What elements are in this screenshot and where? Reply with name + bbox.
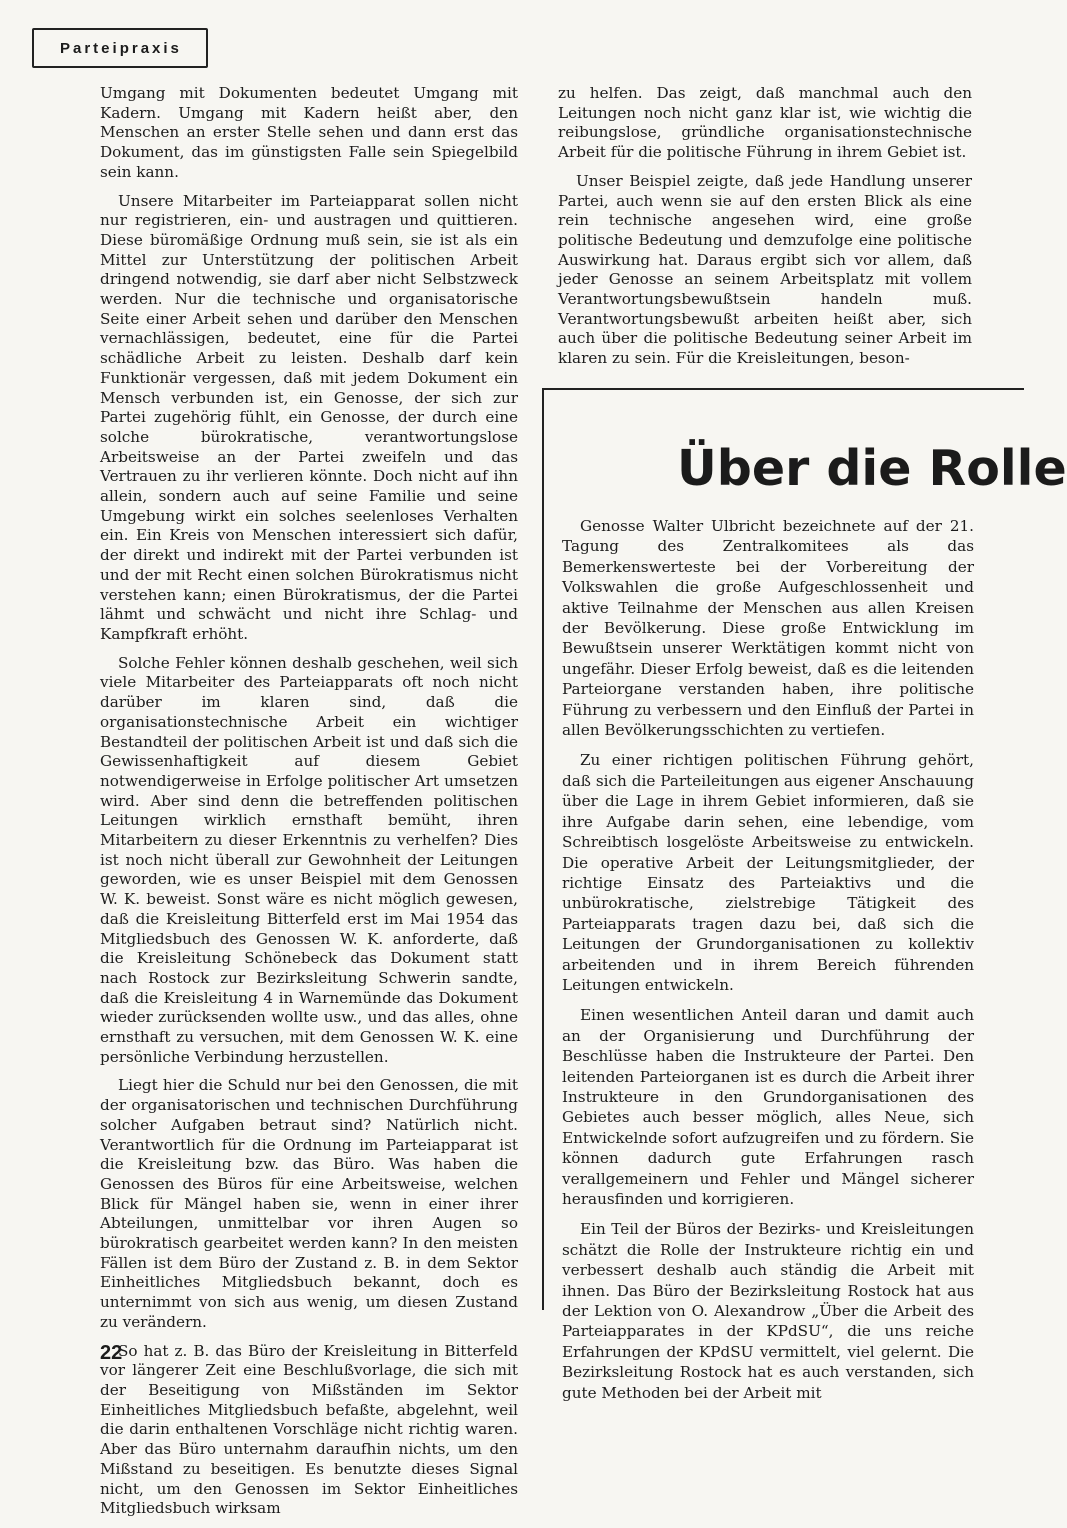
- paragraph: Umgang mit Dokumenten bedeutet Umgang mit Kadern. Umgang mit Kadern heißt aber, den Menschen an erster Stelle sehen und dann erst das Dokument, das im günstigsten Falle sein Spiegelbild sein kann.: [100, 84, 518, 181]
- paragraph: Unser Beispiel zeigte, daß jede Handlung unserer Partei, auch wenn sie auf den ersten Blick als eine rein technische angesehen wird, eine große politische Bedeutung und demzufolge eine politische Auswirkung hat. Daraus ergibt sich vor allem, daß jeder Genosse an seinem Arbeitsplatz mit vollem Verantwortungsbewußtsein handeln muß. Verantwortungsbewußt arbeiten heißt aber, sich auch über die politische Bedeutung seiner Arbeit im klaren zu sein. Für die Kreisleitungen, beson-: [558, 171, 972, 368]
- article-text-column: [562, 516, 974, 1413]
- section-header-box: [32, 28, 208, 68]
- paragraph: So hat z. B. das Büro der Kreisleitung in Bitterfeld vor längerer Zeit eine Beschlußvorlage, die sich mit der Beseitigung von Mißständen im Sektor Einheitliches Mitgliedsbuch befaßte, abgelehnt, weil die darin enthaltenen Vorschläge nicht richtig waren. Aber das Büro unternahm daraufhin nichts, um den Mißstand zu beseitigen. Es benutzte dieses Signal nicht, um den Genossen im Sektor Einheitliches Mitgliedsbuch wirksam: [100, 1341, 518, 1518]
- article-headline: Über die Rolle: [677, 440, 1067, 497]
- paragraph: Ein Teil der Büros der Bezirks- und Kreisleitungen schätzt die Rolle der Instrukteure richtig ein und verbessert deshalb auch ständig die Arbeit mit ihnen. Das Büro der Bezirksleitung Rostock hat aus der Lektion von O. Alexandrow „Über die Arbeit des Parteiapparates in der KPdSU“, die uns reiche Erfahrungen der KPdSU vermittelt, viel gelernt. Die Bezirksleitung Rostock hat es auch verstanden, sich gute Methoden bei der Arbeit mit: [562, 1220, 974, 1402]
- paragraph: Genosse Walter Ulbricht bezeichnete auf der 21. Tagung des Zentralkomitees als das Bemerkenswerteste bei der Vorbereitung der Volkswahlen die große Aufgeschlossenheit und aktive Teilnahme der Menschen aus allen Kreisen der Bevölkerung. Diese große Entwicklung im Bewußtsein unserer Werktätigen kommt nicht von ungefähr. Dieser Erfolg beweist, daß es die leitenden Parteiorgane verstanden haben, ihre politische Führung zu verbessern und den Einfluß der Partei in allen Bevölkerungsschichten zu vertiefen.: [562, 517, 974, 740]
- paragraph: Zu einer richtigen politischen Führung gehört, daß sich die Parteileitungen aus eigener Anschauung über die Lage in ihrem Gebiet informieren, daß sie ihre Aufgabe darin sehen, eine lebendige, vom Schreibtisch losgelöste Arbeitsweise zu entwickeln. Die operative Arbeit der Leitungsmitglieder, der richtige Einsatz des Parteiaktivs und die unbürokratische, zielstrebige Tätigkeit des Parteiapparats tragen dazu bei, daß sich die Leitungen der Grundorganisationen zu kollektiv arbeitenden und in ihrem Bereich führenden Leitungen entwickeln.: [562, 751, 974, 994]
- section-label: Parteipraxis: [60, 39, 182, 57]
- paragraph: Solche Fehler können deshalb geschehen, weil sich viele Mitarbeiter des Parteiapparats oft noch nicht darüber im klaren sind, daß die organisationstechnische Arbeit ein wichtiger Bestandteil der politischen Arbeit ist und daß sich die Gewissenhaftigkeit auf diesem Gebiet notwendigerweise in Erfolge politischer Art umsetzen wird. Aber sind denn die betreffenden politischen Leitungen wirklich ernsthaft bemüht, ihren Mitarbeitern zu dieser Erkenntnis zu verhelfen? Dies ist noch nicht überall zur Gewohnheit der Leitungen geworden, wie es unser Beispiel mit dem Genossen W. K. beweist. Sonst wäre es nicht möglich gewesen, daß die Kreisleitung Bitterfeld erst im Mai 1954 das Mitgliedsbuch des Genossen W. K. anforderte, daß die Kreisleitung Schönebeck das Dokument statt nach Rostock zur Bezirksleitung Schwerin sandte, daß die Kreisleitung 4 in Warnemünde das Dokument wieder zurücksenden wollte usw., und das alles, ohne ernsthaft zu versuchen, mit dem Genossen W. K. eine persönliche Verbindung herzustellen.: [100, 653, 518, 1066]
- paragraph: Einen wesentlichen Anteil daran und damit auch an der Organisierung und Durchführung der Beschlüsse haben die Instrukteure der Partei. Den leitenden Parteiorganen ist es durch die Arbeit ihrer Instrukteure in den Grundorganisationen des Gebietes auch besser möglich, alles Neue, sich Entwickelnde sofort aufzugreifen und zu fördern. Sie können dadurch gute Erfahrungen rasch verallgemeinern und Fehler und Mängel sicherer herausfinden und korrigieren.: [562, 1006, 974, 1208]
- page-number: 22: [100, 1342, 123, 1364]
- right-top-text-column: [558, 84, 972, 378]
- paragraph: Unsere Mitarbeiter im Parteiapparat sollen nicht nur registrieren, ein- und austragen und quittieren. Diese büromäßige Ordnung muß sein, sie ist als ein Mittel zur Unterstützung der politischen Arbeit dringend notwendig, sie darf aber nicht Selbstzweck werden. Nur die technische und organisatorische Seite einer Arbeit sehen und darüber den Menschen vernachlässigen, bedeutet, eine für die Partei schädliche Arbeit zu leisten. Deshalb darf kein Funktionär vergessen, daß mit jedem Dokument ein Mensch verbunden ist, ein Genosse, der sich zur Partei zugehörig fühlt, ein Genosse, der durch eine solche bürokratische, verantwortungslose Arbeitsweise an der Partei zweifeln und das Vertrauen zu ihr verlieren könnte. Doch nicht auf ihn allein, sondern auch auf seine Familie und seine Umgebung wirkt ein solches seelenloses Verhalten ein. Ein Kreis von Menschen interessiert sich dafür, der direkt und indirekt mit der Partei verbunden ist und der mit Recht einen solchen Bürokratismus nicht verstehen kann; einen Bürokratismus, der die Partei lähmt und schwächt und nicht ihre Schlag- und Kampfkraft erhöht.: [100, 191, 518, 643]
- left-text-column: [100, 84, 518, 1528]
- paragraph: Liegt hier die Schuld nur bei den Genossen, die mit der organisatorischen und technischen Durchführung solcher Aufgaben betraut sind? Natürlich nicht. Verantwortlich für die Ordnung im Parteiapparat ist die Kreisleitung bzw. das Büro. Was haben die Genossen des Büros für eine Arbeitsweise, welchen Blick für Mängel haben sie, wenn in einer ihrer Abteilungen, unmittelbar vor ihren Augen so bürokratisch gearbeitet werden kann? In den meisten Fällen ist dem Büro der Zustand z. B. in dem Sektor Einheitliches Mitgliedsbuch bekannt, doch es unternimmt von sich aus wenig, um diesen Zustand zu verändern.: [100, 1076, 518, 1331]
- paragraph: zu helfen. Das zeigt, daß manchmal auch den Leitungen noch nicht ganz klar ist, wie wichtig die reibungslose, gründliche organisationstechnische Arbeit für die politische Führung in ihrem Gebiet ist.: [558, 84, 972, 162]
